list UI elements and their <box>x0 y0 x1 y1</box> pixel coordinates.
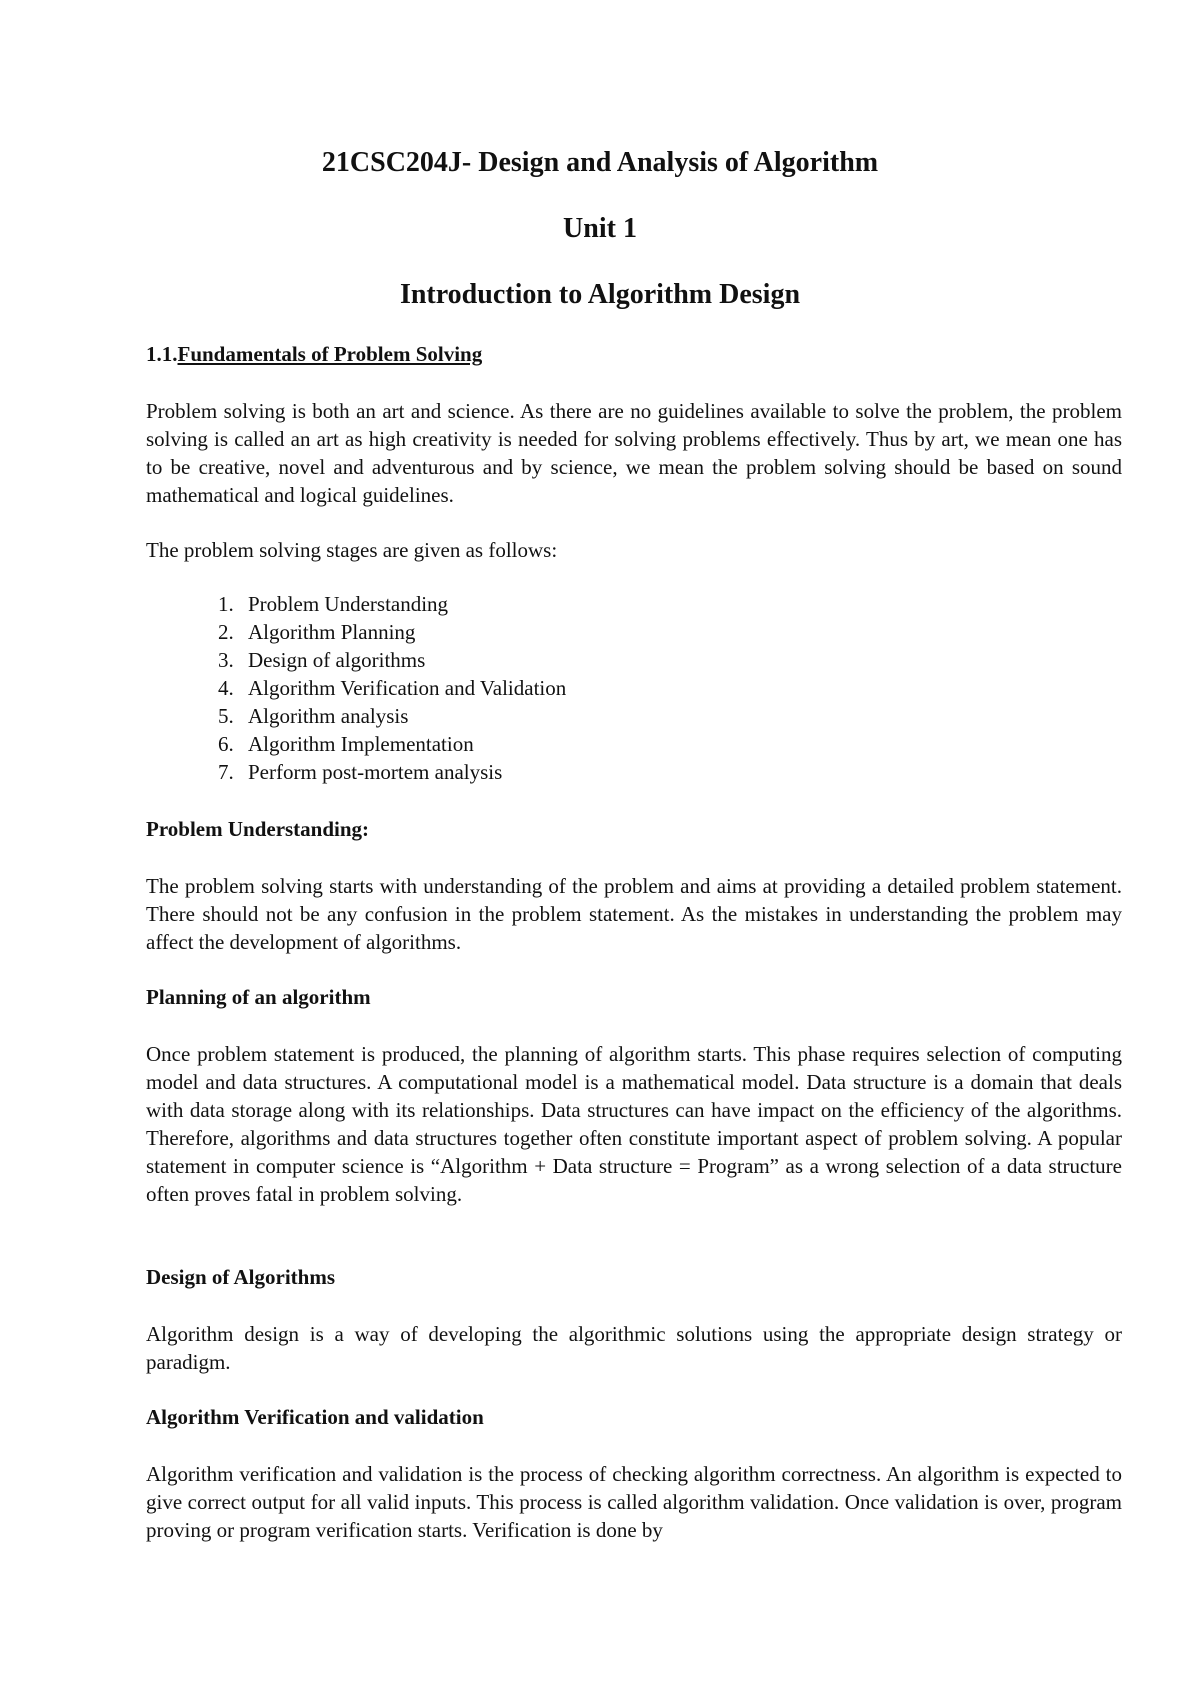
list-number: 1. <box>218 592 234 616</box>
unit-title: Unit 1 <box>563 213 637 244</box>
list-number: 7. <box>218 760 234 784</box>
list-number: 2. <box>218 620 234 644</box>
list-label: Problem Understanding <box>248 592 449 616</box>
planning-paragraph: Once problem statement is produced, the planning of algorithm starts. This phase requires selection of computing model and data structures. A computational model is a mathematical model. Data structure is a domain that deals with data storage along with its relationships. Data structures can have impact on the efficiency of the algorithms. Therefore, algorithms and data structures together often constitute important aspect of problem solving. A popular statement in computer science is “Algorithm + Data structure = Program” as a wrong selection of a data structure often proves fatal in problem solving. <box>146 1042 1122 1206</box>
section-number: 1.1. <box>146 342 178 366</box>
list-item <box>218 702 566 730</box>
section-heading-fundamentals <box>146 341 482 367</box>
planning-heading: Planning of an algorithm <box>146 985 371 1009</box>
list-item <box>218 590 566 618</box>
list-number: 6. <box>218 732 234 756</box>
list-item <box>218 646 566 674</box>
stages-list <box>218 590 566 786</box>
list-item <box>218 674 566 702</box>
list-label: Algorithm Implementation <box>248 732 474 756</box>
list-label: Design of algorithms <box>248 648 426 672</box>
list-label: Algorithm Verification and Validation <box>248 676 567 700</box>
list-number: 3. <box>218 648 234 672</box>
stages-intro-text: The problem solving stages are given as follows: <box>146 538 558 562</box>
list-number: 5. <box>218 704 234 728</box>
list-label: Perform post-mortem analysis <box>248 760 503 784</box>
list-number: 4. <box>218 676 234 700</box>
design-heading: Design of Algorithms <box>146 1265 335 1289</box>
chapter-title: Introduction to Algorithm Design <box>399 279 801 310</box>
fundamentals-intro-paragraph: Problem solving is both an art and science. As there are no guidelines available to solve the problem, the problem solving is called an art as high creativity is needed for solving problems effectively. Thus by art, we mean one has to be creative, novel and adventurous and by science, we mean the problem solving should be based on sound mathematical and logical guidelines. <box>146 399 1122 507</box>
list-item <box>218 730 566 758</box>
list-item <box>218 758 566 786</box>
list-label: Algorithm analysis <box>248 704 409 728</box>
verification-paragraph: Algorithm verification and validation is the process of checking algorithm correctness. An algorithm is expected to give correct output for all valid inputs. This process is called algorithm validation. Once validation is over, program proving or program verification starts. Verification is done by <box>146 1462 1122 1542</box>
list-item <box>218 618 566 646</box>
problem-understanding-paragraph: The problem solving starts with understanding of the problem and aims at providing a detailed problem statement. There should not be any confusion in the problem statement. As the mistakes in understanding the problem may affect the development of algorithms. <box>146 874 1122 954</box>
section-title: Fundamentals of Problem Solving <box>177 342 483 366</box>
verification-heading: Algorithm Verification and validation <box>146 1405 484 1429</box>
course-title: 21CSC204J- Design and Analysis of Algorithm <box>321 147 879 178</box>
problem-understanding-heading: Problem Understanding: <box>146 817 370 841</box>
list-label: Algorithm Planning <box>248 620 416 644</box>
design-paragraph: Algorithm design is a way of developing the algorithmic solutions using the appropriate design strategy or paradigm. <box>146 1322 1122 1374</box>
